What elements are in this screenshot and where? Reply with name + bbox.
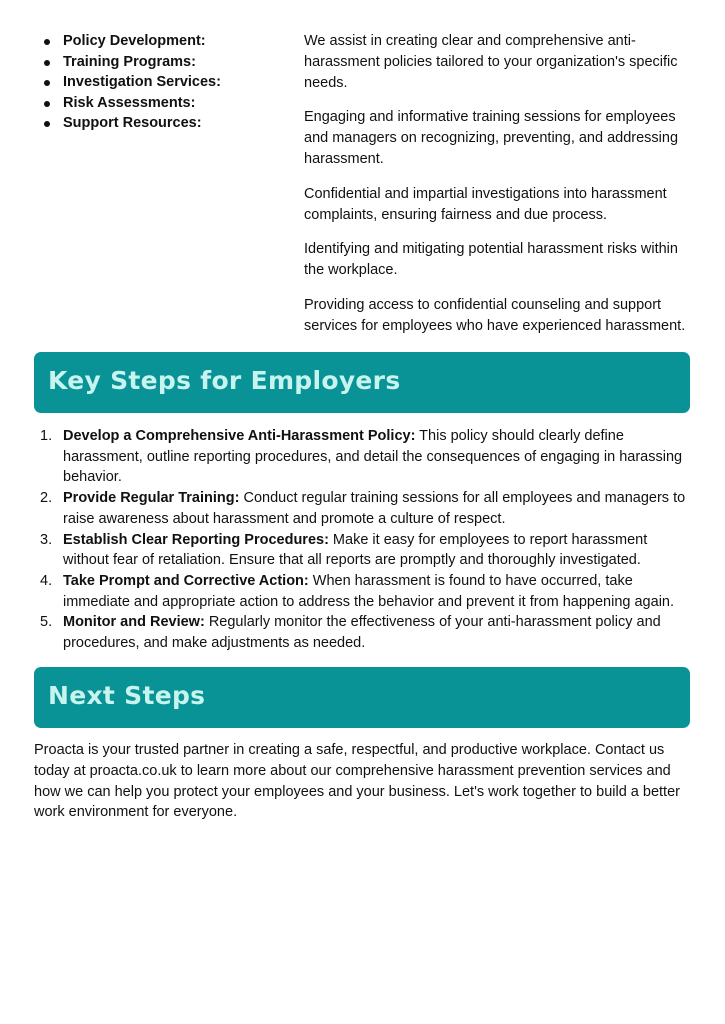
step-item	[34, 426, 694, 488]
services-section	[34, 31, 690, 334]
step-number: 4.	[40, 572, 53, 589]
step-text: When harassment is found to have occurred, take immediate and appropriate action to address the behavior and prevent it from happening again.	[63, 572, 675, 610]
bullet-icon	[44, 121, 50, 127]
key-steps-banner	[34, 352, 690, 413]
step-text: Make it easy for employees to report harassment without fear of retaliation. Ensure that all reports are promptly and thoroughly investigated.	[63, 531, 648, 569]
step-title: Take Prompt and Corrective Action:	[63, 572, 309, 589]
services-list-column	[34, 31, 304, 134]
service-description: We assist in creating clear and comprehensive anti-harassment policies tailored to your organization's specific needs.	[304, 33, 678, 91]
next-steps-paragraph: Proacta is your trusted partner in creating a safe, respectful, and productive workplace. Contact us today at proacta.co.uk to learn more about our comprehensive harassment prevention services and how we can help you protect your employees and your business. Let's work together to build a better work environment for everyone.	[34, 742, 680, 821]
step-number: 3.	[40, 531, 53, 548]
step-item	[34, 571, 694, 612]
service-description: Identifying and mitigating potential harassment risks within the workplace.	[304, 241, 678, 279]
service-item-investigation-services	[63, 72, 304, 93]
services-list	[34, 31, 304, 134]
step-text: Regularly monitor the effectiveness of your anti-harassment policy and procedures, and make adjustments as needed.	[63, 614, 661, 652]
service-label: Risk Assessments:	[63, 94, 196, 111]
service-item-training-programs	[63, 52, 304, 73]
step-number: 5.	[40, 614, 53, 631]
service-label: Policy Development:	[63, 33, 206, 49]
service-description: Providing access to confidential counseling and support services for employees who have experienced harassment.	[304, 296, 686, 334]
step-item	[34, 488, 694, 529]
service-item-support-resources	[63, 113, 304, 134]
step-text: Conduct regular training sessions for all employees and managers to raise awareness about harassment and promote a culture of respect.	[63, 490, 686, 527]
step-title: Develop a Comprehensive Anti-Harassment Policy:	[63, 428, 416, 444]
bullet-icon	[44, 80, 50, 86]
step-text: This policy should clearly define harassment, outline reporting procedures, and detail the consequences of engaging in harassing behavior.	[63, 428, 683, 486]
service-item-policy-development	[63, 31, 304, 52]
step-item	[34, 612, 694, 653]
service-label: Training Programs:	[63, 53, 196, 70]
step-item	[34, 530, 694, 571]
service-item-risk-assessments	[63, 93, 304, 114]
next-steps-banner	[34, 667, 690, 728]
step-number: 1.	[40, 428, 53, 444]
service-label: Support Resources:	[63, 115, 202, 131]
services-descriptions-column	[304, 31, 694, 351]
key-steps-list	[34, 426, 694, 654]
service-label: Investigation Services:	[63, 74, 221, 90]
next-steps-heading: Next Steps	[48, 681, 206, 710]
step-number: 2.	[40, 490, 53, 507]
bullet-icon	[44, 101, 50, 107]
step-title: Establish Clear Reporting Procedures:	[63, 531, 329, 548]
key-steps-heading: Key Steps for Employers	[48, 366, 401, 395]
step-title: Provide Regular Training:	[63, 490, 240, 507]
step-title: Monitor and Review:	[63, 614, 205, 631]
service-description: Confidential and impartial investigations into harassment complaints, ensuring fairness and due process.	[304, 185, 667, 223]
bullet-icon	[44, 60, 50, 66]
service-description: Engaging and informative training sessions for employees and managers on recognizing, preventing, and addressing harassment.	[304, 109, 679, 167]
bullet-icon	[44, 39, 50, 45]
